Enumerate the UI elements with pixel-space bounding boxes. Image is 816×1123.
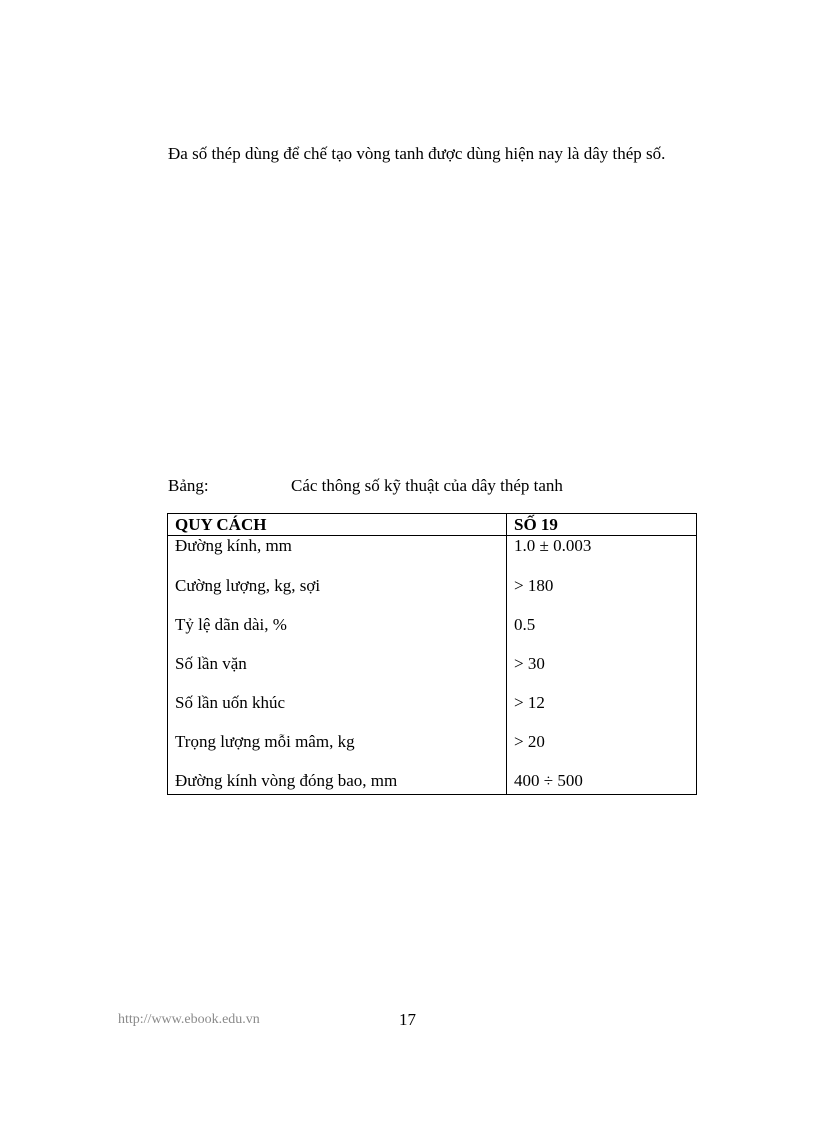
row-label: Số lần uốn khúc	[168, 693, 507, 732]
footer-url	[118, 1010, 260, 1030]
table-row	[168, 576, 697, 615]
page-number: 17	[399, 1010, 416, 1029]
table-caption-label: Bảng:	[168, 476, 209, 495]
row-value: 400 ÷ 500	[507, 771, 697, 795]
table-row	[168, 693, 697, 732]
row-label: Đường kính vòng đóng bao, mm	[168, 771, 507, 795]
row-value: > 20	[507, 732, 697, 771]
footer-url-link[interactable]: http://www.ebook.edu.vn	[118, 1012, 260, 1027]
row-label: Cường lượng, kg, sợi	[168, 576, 507, 615]
table-row	[168, 654, 697, 693]
row-label: Đường kính, mm	[168, 536, 507, 577]
table-header-row	[168, 514, 697, 536]
row-value: 1.0 ± 0.003	[507, 536, 697, 577]
row-value: 0.5	[507, 615, 697, 654]
column-header-spec: QUY CÁCH	[168, 514, 507, 536]
table-row	[168, 615, 697, 654]
row-value: > 12	[507, 693, 697, 732]
body-paragraph: Đa số thép dùng để chế tạo vòng tanh được dùng hiện nay là dây thép số.	[168, 144, 666, 163]
table-row	[168, 732, 697, 771]
row-label: Số lần vặn	[168, 654, 507, 693]
table-row	[168, 536, 697, 577]
table-row	[168, 771, 697, 795]
row-label: Tỷ lệ dãn dài, %	[168, 615, 507, 654]
spec-table	[167, 513, 697, 795]
table-caption-title: Các thông số kỹ thuật của dây thép tanh	[291, 476, 563, 495]
row-value: > 30	[507, 654, 697, 693]
column-header-value: SỐ 19	[507, 514, 697, 536]
row-value: > 180	[507, 576, 697, 615]
row-label: Trọng lượng mỗi mâm, kg	[168, 732, 507, 771]
